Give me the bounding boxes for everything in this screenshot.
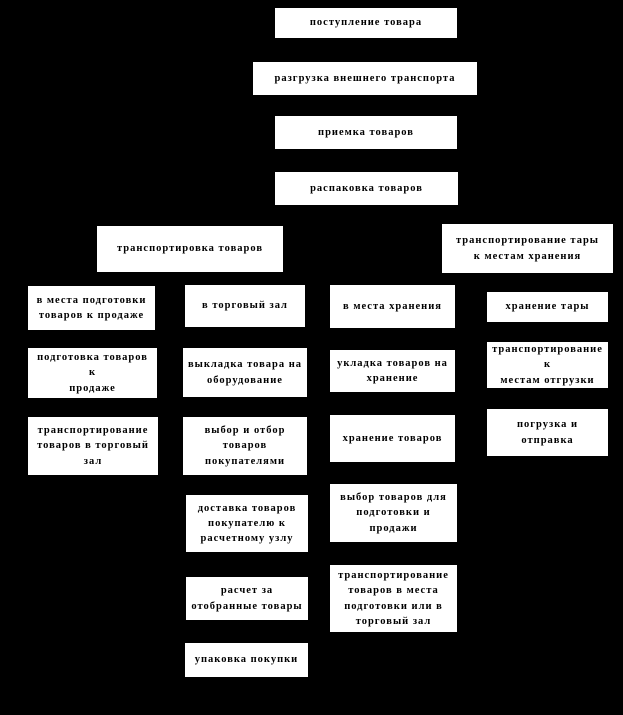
flow-node-vybor-i-otbor-tovarov-pokupatelyami xyxy=(183,417,307,475)
flow-node-khranenie-tovarov xyxy=(330,415,455,462)
flow-node-label-line: укладка товаров на xyxy=(337,357,448,369)
flow-node-label-line: выбор товаров для xyxy=(340,492,447,504)
flow-node-label-line: приемка товаров xyxy=(318,126,414,138)
flow-node-label-line: выкладка товара на xyxy=(187,359,303,371)
flow-node-label-line: товаров к продаже xyxy=(38,310,145,321)
flow-node-postuplenie-tovara xyxy=(275,8,457,38)
flow-node-label-line: товаров в места xyxy=(348,585,439,597)
flow-node-label-line: покупателями xyxy=(204,455,286,467)
flow-node-label-line: транспортирование xyxy=(338,570,449,582)
flow-node-label-line: в торговый зал xyxy=(202,300,288,312)
flow-node-label-line: разгрузка внешнего транспорта xyxy=(274,72,456,84)
flow-node-label-line: выбор и отбор xyxy=(204,425,286,437)
flow-node-label-line: оборудование xyxy=(207,374,283,386)
flow-node-label-line: местам отгрузки xyxy=(500,374,595,386)
flow-node-label-line: транспортировка товаров xyxy=(117,243,263,255)
flow-node-label-line: погрузка и xyxy=(516,419,579,431)
flow-node-label-line: транспортирование тары xyxy=(455,235,599,247)
flow-node-label-line: подготовка товаров xyxy=(37,352,148,364)
flow-node-transportirovanie-tovarov-v-mesta-podgotovki xyxy=(330,565,457,632)
flow-node-label-line: хранение тары xyxy=(505,301,590,313)
flow-node-label-line: хранение xyxy=(366,373,419,384)
flow-node-label-line: транспортирование xyxy=(37,425,149,437)
flow-node-label-line: зал xyxy=(83,455,103,467)
flow-node-label-line: к местам хранения xyxy=(473,250,582,262)
flow-node-label-line: товаров в торговый xyxy=(37,440,149,452)
flow-node-label-line: продажи xyxy=(369,522,418,534)
flow-node-label-line: подготовки или в xyxy=(344,600,443,612)
flow-node-priemka-tovarov xyxy=(275,116,457,149)
flow-node-label-line: транспортирование xyxy=(492,344,603,356)
flow-node-label-line: упаковка покупки xyxy=(194,654,299,666)
flow-node-label-line: хранение товаров xyxy=(342,432,443,444)
flow-node-label-line: в места подготовки xyxy=(36,294,147,306)
flow-node-transportirovka-tovarov xyxy=(97,226,283,272)
flow-node-dostavka-tovarov-pokupatelyu xyxy=(186,495,308,552)
flow-node-label-line: отправка xyxy=(521,434,574,446)
flow-node-raschet-za-otobrannye-tovary xyxy=(186,577,308,620)
flow-node-raspakovka-tovarov xyxy=(275,172,458,205)
flow-node-khranenie-tary xyxy=(487,292,608,322)
flow-node-label-line: к xyxy=(88,367,97,379)
flow-node-label-line: подготовки и xyxy=(356,507,431,519)
flow-node-label-line: отобранные товары xyxy=(191,600,303,612)
flow-node-transportirovanie-k-mestam-otgruzki xyxy=(487,342,608,388)
flow-node-ukladka-tovarov-na-khranenie xyxy=(330,350,455,392)
flow-node-transportirovanie-tovarov-v-torgovy-zal xyxy=(28,417,158,475)
flow-node-transportirovanie-tary-k-mestam-khraneniya xyxy=(442,224,613,273)
flow-node-label-line: распаковка товаров xyxy=(310,182,423,194)
flow-node-label-line: расчет за xyxy=(220,585,274,597)
flow-node-label-line: в места хранения xyxy=(343,300,442,312)
flow-node-vykladka-tovara-na-oborudovanie xyxy=(183,348,307,397)
flow-node-label-line: торговый зал xyxy=(355,615,432,627)
flow-node-label-line: к xyxy=(543,359,552,371)
flow-node-label-line: расчетному узлу xyxy=(200,533,294,545)
flow-node-label-line: продаже xyxy=(69,382,116,394)
flow-node-label-line: товаров xyxy=(222,440,268,452)
flow-node-v-mesta-khraneniya xyxy=(330,285,455,328)
flow-node-vybor-tovarov-dlya-podgotovki-i-prodazhi xyxy=(330,484,457,542)
flow-node-razgruzka-vneshnego-transporta xyxy=(253,62,477,95)
flow-node-upakovka-pokupki xyxy=(185,643,308,677)
flow-node-v-mesta-podgotovki-tovarov-k-prodazhe xyxy=(28,286,155,330)
flow-node-podgotovka-tovarov-k-prodazhe xyxy=(28,348,157,398)
flow-node-label-line: доставка товаров xyxy=(197,502,297,514)
flow-node-v-torgovy-zal xyxy=(185,285,305,327)
flow-node-pogruzka-i-otpravka xyxy=(487,409,608,456)
flow-node-label-line: покупателю к xyxy=(208,517,286,529)
flow-node-label-line: поступление товара xyxy=(309,17,423,29)
